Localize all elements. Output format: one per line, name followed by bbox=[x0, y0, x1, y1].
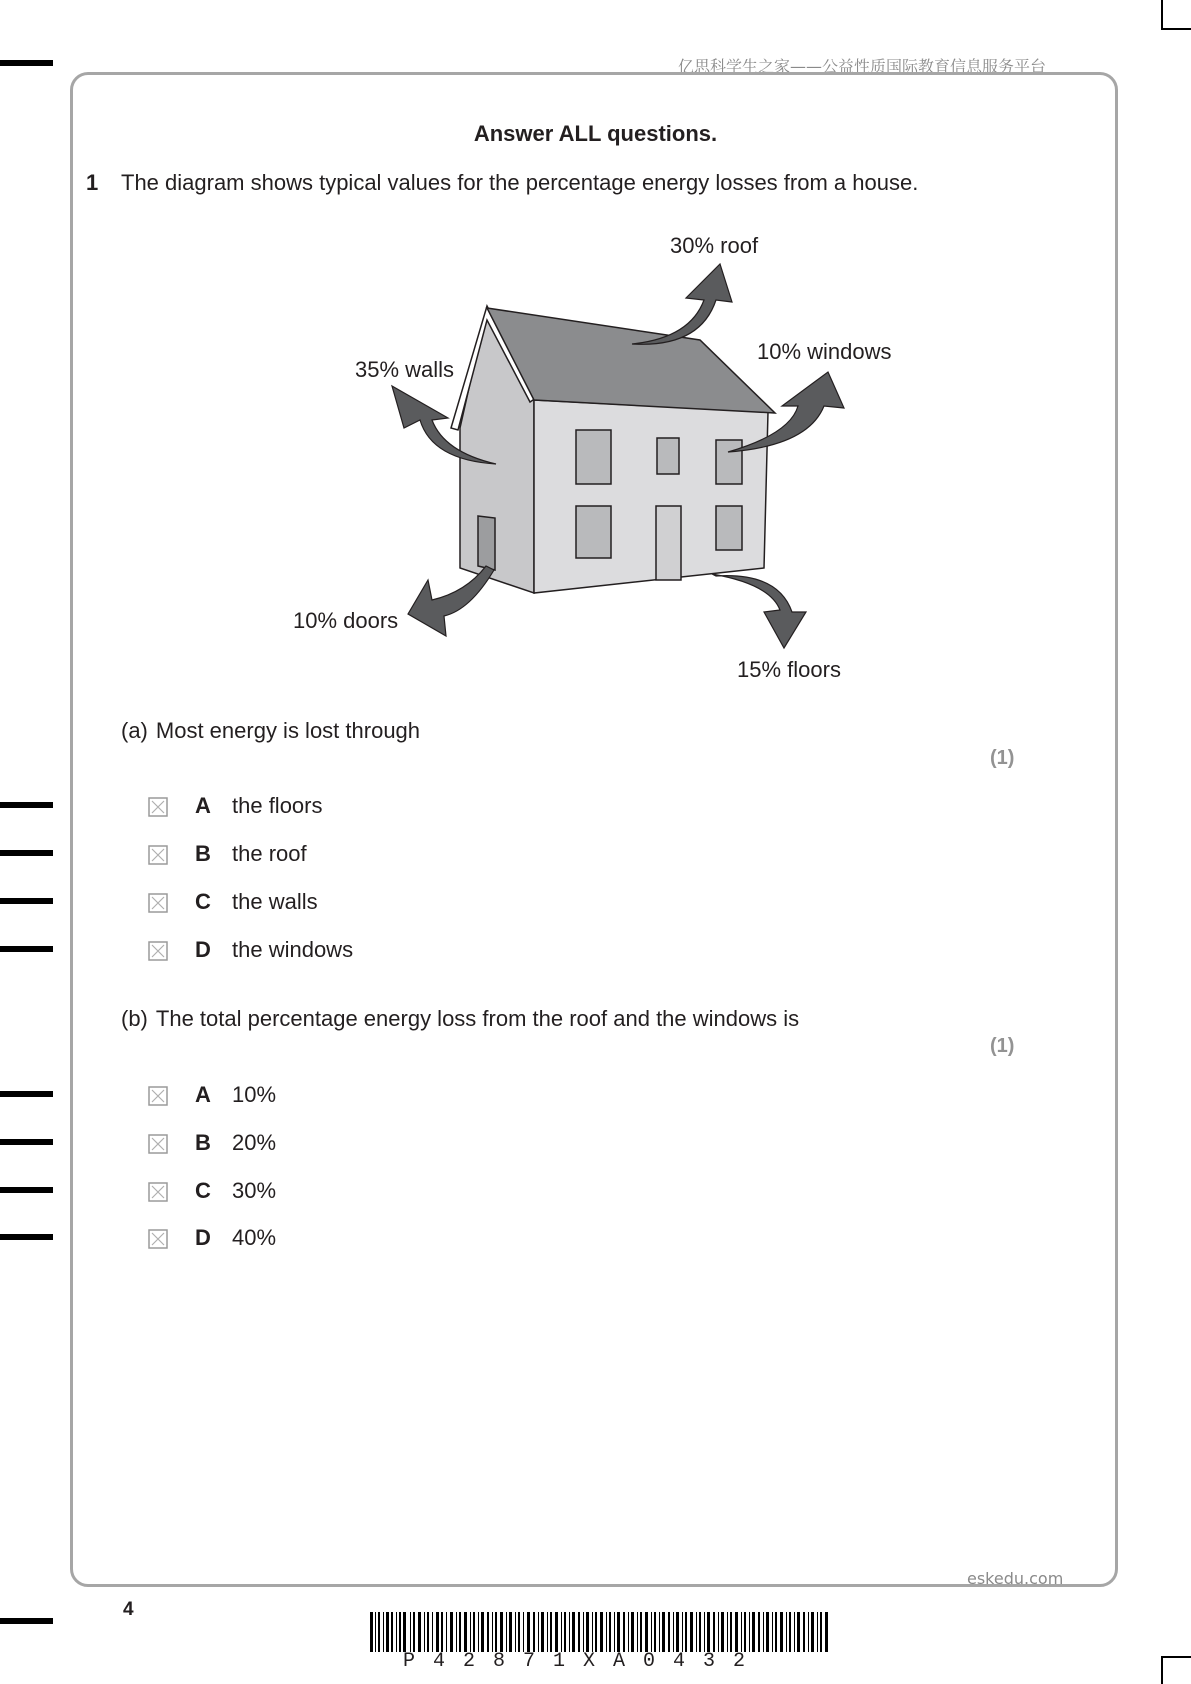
window bbox=[657, 438, 679, 474]
answer-checkbox-icon[interactable] bbox=[148, 1182, 168, 1202]
window bbox=[576, 430, 611, 484]
option-letter: A bbox=[195, 1082, 211, 1107]
option-text: the floors bbox=[232, 793, 323, 818]
option-text: the windows bbox=[232, 937, 354, 962]
answer-checkbox-icon[interactable] bbox=[148, 1229, 168, 1249]
part-b-text: The total percentage energy loss from the roof and the windows is bbox=[155, 1006, 800, 1031]
option-letter: B bbox=[195, 841, 211, 866]
edge-mark bbox=[0, 946, 53, 952]
instruction-heading: Answer ALL questions. bbox=[473, 121, 718, 146]
option-letter: C bbox=[195, 889, 211, 914]
edge-mark bbox=[0, 60, 53, 66]
question-number: 1 bbox=[86, 170, 99, 195]
part-a-label: (a) bbox=[121, 718, 148, 743]
house-energy-loss-diagram bbox=[0, 0, 1191, 700]
barcode-text: P42871XA0432 bbox=[403, 1650, 764, 1673]
window bbox=[716, 440, 742, 484]
barcode bbox=[370, 1612, 828, 1652]
option-letter: C bbox=[195, 1178, 211, 1203]
floors-arrow bbox=[712, 574, 806, 648]
label-windows: 10% windows bbox=[757, 339, 892, 364]
house-front-wall bbox=[534, 400, 768, 593]
option-text: the roof bbox=[232, 841, 307, 866]
edge-mark bbox=[0, 1091, 53, 1097]
option-letter: D bbox=[195, 937, 211, 962]
window bbox=[576, 506, 611, 558]
edge-mark bbox=[0, 1618, 53, 1624]
option-text: 30% bbox=[232, 1178, 277, 1203]
corner-mark-top bbox=[1161, 0, 1163, 28]
label-roof: 30% roof bbox=[670, 233, 759, 258]
question-text: The diagram shows typical values for the percentage energy losses from a house. bbox=[121, 170, 919, 195]
label-floors: 15% floors bbox=[737, 657, 841, 682]
answer-checkbox-icon[interactable] bbox=[148, 893, 168, 913]
answer-checkbox-icon[interactable] bbox=[148, 797, 168, 817]
answer-checkbox-icon[interactable] bbox=[148, 845, 168, 865]
edge-mark bbox=[0, 802, 53, 808]
answer-checkbox-icon[interactable] bbox=[148, 1086, 168, 1106]
page-number: 4 bbox=[123, 1599, 134, 1620]
edge-mark bbox=[0, 1139, 53, 1145]
option-text: 20% bbox=[232, 1130, 277, 1155]
footer-watermark: eskedu.com bbox=[967, 1569, 1064, 1588]
part-a-text: Most energy is lost through bbox=[155, 718, 421, 743]
option-letter: A bbox=[195, 793, 211, 818]
front-door bbox=[656, 506, 681, 580]
doors-arrow bbox=[408, 566, 494, 636]
side-door bbox=[478, 516, 495, 570]
option-letter: B bbox=[195, 1130, 211, 1155]
part-a-marks: (1) bbox=[990, 747, 1015, 769]
option-text: the walls bbox=[232, 889, 318, 914]
label-walls: 35% walls bbox=[355, 357, 455, 382]
option-letter: D bbox=[195, 1225, 211, 1250]
answer-checkbox-icon[interactable] bbox=[148, 941, 168, 961]
part-b-stem bbox=[121, 1006, 799, 1032]
edge-mark bbox=[0, 1234, 53, 1240]
option-text: 40% bbox=[232, 1225, 277, 1250]
edge-mark bbox=[0, 898, 53, 904]
answer-checkbox-icon[interactable] bbox=[148, 1134, 168, 1154]
label-doors: 10% doors bbox=[293, 608, 399, 633]
window bbox=[716, 506, 742, 550]
part-b-marks: (1) bbox=[990, 1035, 1015, 1057]
corner-mark-bottom bbox=[1161, 1656, 1191, 1658]
corner-mark-bottom bbox=[1161, 1656, 1163, 1684]
edge-mark bbox=[0, 1187, 53, 1193]
edge-mark bbox=[0, 850, 53, 856]
corner-mark-top bbox=[1161, 28, 1191, 30]
option-text: 10% bbox=[232, 1082, 277, 1107]
header-watermark: 亿思科学生之家——公益性质国际教育信息服务平台 bbox=[678, 57, 1047, 76]
part-a-stem bbox=[121, 718, 420, 744]
part-b-label: (b) bbox=[121, 1006, 148, 1031]
